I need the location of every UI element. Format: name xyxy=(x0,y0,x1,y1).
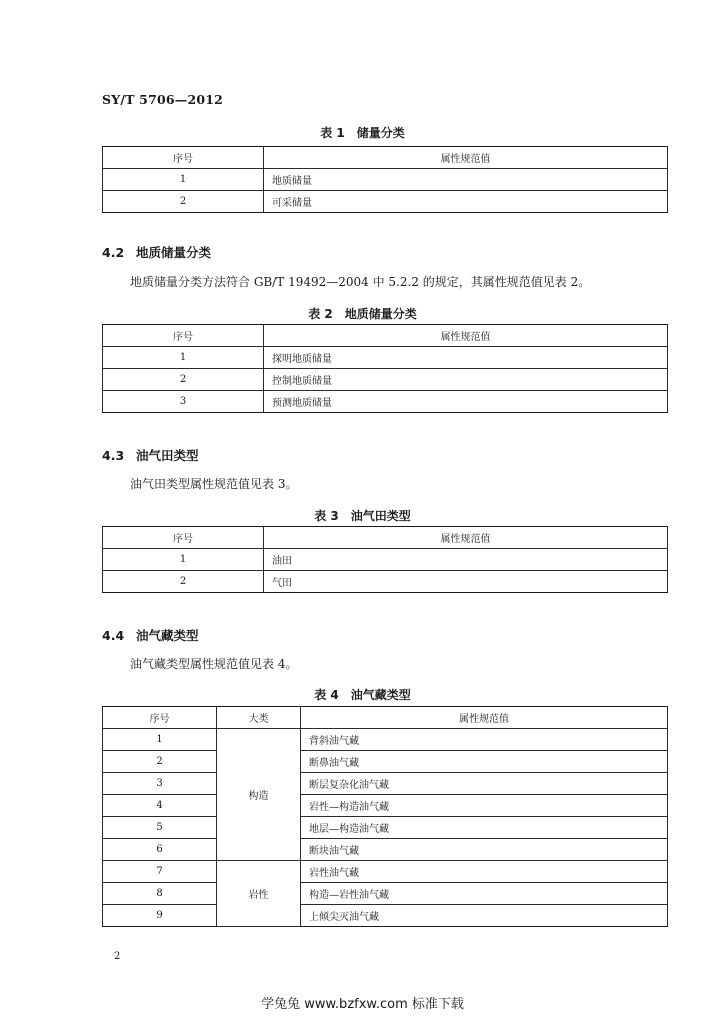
table-header-row xyxy=(103,325,668,347)
cell-value: 探明地质储量 xyxy=(264,347,668,369)
section-title: 油气田类型 xyxy=(136,448,199,463)
col-header-value: 属性规范值 xyxy=(264,325,668,347)
cell-no: 1 xyxy=(103,347,264,369)
table-row xyxy=(103,839,668,861)
cell-no: 1 xyxy=(103,549,264,571)
cell-no: 7 xyxy=(103,861,217,883)
cell-value: 断鼻油气藏 xyxy=(301,751,668,773)
col-header-value: 属性规范值 xyxy=(301,707,668,729)
cell-category: 岩性 xyxy=(217,861,301,927)
table4-caption: 表 4 油气藏类型 xyxy=(314,688,411,702)
table-row xyxy=(103,369,668,391)
section-4-4-heading xyxy=(102,626,199,644)
table-row xyxy=(103,751,668,773)
table-row xyxy=(103,817,668,839)
cell-no: 3 xyxy=(103,391,264,413)
footer-watermark: 学兔兔 www.bzfxw.com 标准下载 xyxy=(261,997,464,1012)
cell-value: 岩性油气藏 xyxy=(301,861,668,883)
table-row xyxy=(103,795,668,817)
table-header-row xyxy=(103,147,668,169)
cell-category: 构造 xyxy=(217,729,301,861)
cell-value: 预测地质储量 xyxy=(264,391,668,413)
cell-value: 断层复杂化油气藏 xyxy=(301,773,668,795)
cell-value: 油田 xyxy=(264,549,668,571)
cell-no: 1 xyxy=(103,729,217,751)
cell-no: 2 xyxy=(103,369,264,391)
table-row xyxy=(103,347,668,369)
table-row xyxy=(103,191,668,213)
table-row xyxy=(103,773,668,795)
col-header-no: 序号 xyxy=(103,147,264,169)
cell-no: 2 xyxy=(103,751,217,773)
cell-value: 气田 xyxy=(264,571,668,593)
cell-value: 地层—构造油气藏 xyxy=(301,817,668,839)
cell-value: 背斜油气藏 xyxy=(301,729,668,751)
cell-no: 9 xyxy=(103,905,217,927)
table1 xyxy=(102,146,668,213)
table-row xyxy=(103,391,668,413)
standard-code: SY/T 5706—2012 xyxy=(102,92,224,107)
section-4-3-text: 油气田类型属性规范值见表 3。 xyxy=(130,477,298,491)
col-header-value: 属性规范值 xyxy=(264,147,668,169)
table-row xyxy=(103,729,668,751)
table2 xyxy=(102,324,668,413)
page-number: 2 xyxy=(114,951,121,962)
cell-value: 岩性—构造油气藏 xyxy=(301,795,668,817)
cell-value: 上倾尖灭油气藏 xyxy=(301,905,668,927)
cell-no: 3 xyxy=(103,773,217,795)
section-title: 油气藏类型 xyxy=(136,628,199,643)
table-row xyxy=(103,905,668,927)
cell-no: 6 xyxy=(103,839,217,861)
cell-no: 8 xyxy=(103,883,217,905)
table3 xyxy=(102,526,668,593)
cell-value: 控制地质储量 xyxy=(264,369,668,391)
table4 xyxy=(102,706,668,927)
cell-no: 2 xyxy=(103,191,264,213)
table-header-row xyxy=(103,707,668,729)
section-4-3-heading xyxy=(102,446,199,464)
col-header-no: 序号 xyxy=(103,707,217,729)
table-header-row xyxy=(103,527,668,549)
cell-value: 可采储量 xyxy=(264,191,668,213)
table3-caption: 表 3 油气田类型 xyxy=(314,509,411,523)
table1-caption: 表 1 储量分类 xyxy=(320,126,405,140)
col-header-category: 大类 xyxy=(217,707,301,729)
section-4-2-heading xyxy=(102,243,211,261)
section-title: 地质储量分类 xyxy=(136,245,212,260)
col-header-no: 序号 xyxy=(103,527,264,549)
table-row xyxy=(103,571,668,593)
section-number: 4.2 xyxy=(102,245,125,260)
cell-no: 5 xyxy=(103,817,217,839)
section-number: 4.4 xyxy=(102,628,125,643)
table-row xyxy=(103,169,668,191)
cell-value: 构造—岩性油气藏 xyxy=(301,883,668,905)
section-4-2-text: 地质储量分类方法符合 GB/T 19492—2004 中 5.2.2 的规定，其属性规范值见表 2。 xyxy=(130,275,591,289)
section-4-4-text: 油气藏类型属性规范值见表 4。 xyxy=(130,657,298,671)
table-row xyxy=(103,549,668,571)
table2-caption: 表 2 地质储量分类 xyxy=(308,307,417,321)
cell-value: 断块油气藏 xyxy=(301,839,668,861)
cell-no: 1 xyxy=(103,169,264,191)
col-header-no: 序号 xyxy=(103,325,264,347)
col-header-value: 属性规范值 xyxy=(264,527,668,549)
cell-no: 4 xyxy=(103,795,217,817)
cell-value: 地质储量 xyxy=(264,169,668,191)
table-row xyxy=(103,861,668,883)
section-number: 4.3 xyxy=(102,448,125,463)
table-row xyxy=(103,883,668,905)
cell-no: 2 xyxy=(103,571,264,593)
